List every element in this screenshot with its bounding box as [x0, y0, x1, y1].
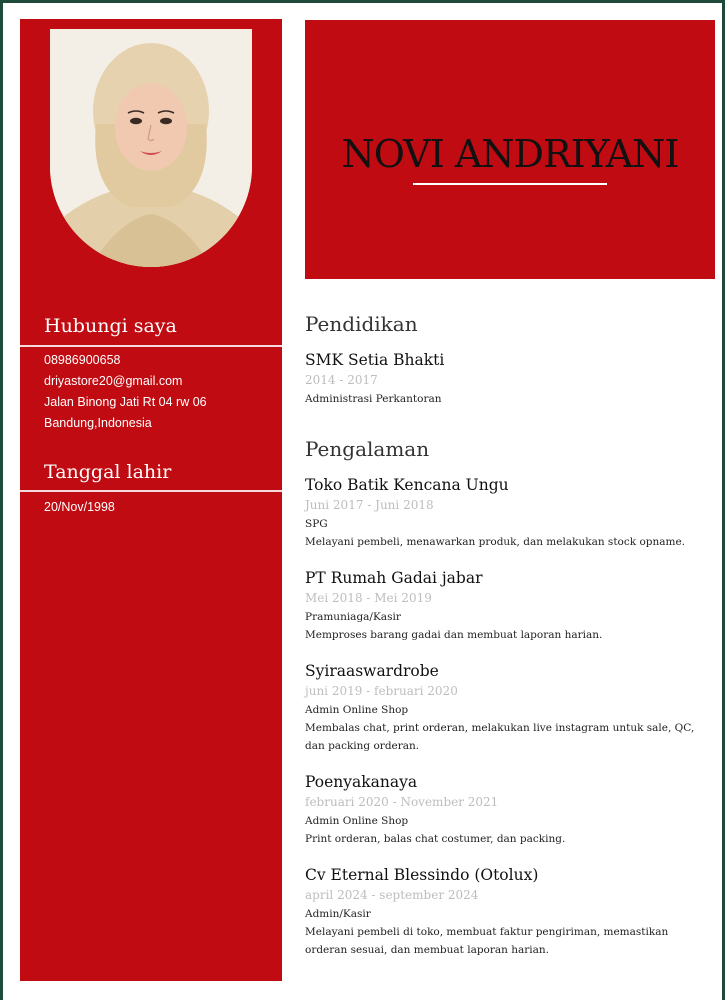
name-underline	[413, 183, 607, 185]
experience-date: juni 2019 - februari 2020	[305, 684, 458, 698]
experience-description: dan packing orderan.	[305, 740, 420, 752]
contact-divider	[20, 345, 282, 347]
experience-company: PT Rumah Gadai jabar	[305, 569, 483, 587]
contact-address-line2: Bandung,Indonesia	[44, 416, 152, 430]
experience-role: Pramuniaga/Kasir	[305, 611, 401, 623]
experience-date: april 2024 - september 2024	[305, 888, 479, 902]
experience-date: Juni 2017 - Juni 2018	[305, 498, 434, 512]
birthdate-heading: Tanggal lahir	[44, 461, 172, 483]
experience-entry	[305, 772, 705, 848]
experience-role: Admin/Kasir	[305, 908, 371, 920]
education-date: 2014 - 2017	[305, 373, 378, 387]
experience-description: Memproses barang gadai dan membuat laporan harian.	[305, 629, 603, 641]
experience-entry	[305, 865, 705, 959]
experience-heading: Pengalaman	[305, 437, 430, 461]
experience-company: Poenyakanaya	[305, 773, 418, 791]
experience-entry	[305, 475, 705, 551]
experience-company: Syiraaswardrobe	[305, 662, 439, 680]
experience-description: Melayani pembeli, menawarkan produk, dan melakukan stock opname.	[305, 536, 686, 548]
contact-email: driyastore20@gmail.com	[44, 374, 183, 388]
contact-heading: Hubungi saya	[44, 315, 177, 337]
contact-phone: 08986900658	[44, 353, 121, 367]
education-entry	[305, 350, 705, 408]
experience-description: orderan sesuai, dan membuat laporan harian.	[305, 944, 550, 956]
experience-date: Mei 2018 - Mei 2019	[305, 591, 432, 605]
experience-role: Admin Online Shop	[305, 815, 409, 827]
experience-description: Melayani pembeli di toko, membuat faktur pengiriman, memastikan	[305, 926, 669, 938]
education-school: SMK Setia Bhakti	[305, 351, 445, 369]
experience-company: Toko Batik Kencana Ungu	[305, 476, 509, 494]
education-heading: Pendidikan	[305, 312, 418, 336]
experience-description: Membalas chat, print orderan, melakukan live instagram untuk sale, QC,	[305, 722, 695, 734]
name-banner	[305, 20, 715, 279]
experience-entry	[305, 568, 705, 644]
experience-role: Admin Online Shop	[305, 704, 409, 716]
page-border-top	[0, 0, 725, 3]
experience-company: Cv Eternal Blessindo (Otolux)	[305, 866, 539, 884]
experience-entry	[305, 661, 705, 755]
birthdate-value: 20/Nov/1998	[44, 500, 115, 514]
main-content	[305, 312, 705, 976]
profile-photo	[50, 29, 252, 267]
education-major: Administrasi Perkantoran	[305, 393, 442, 405]
full-name: NOVI ANDRIYANI	[341, 132, 679, 176]
experience-date: februari 2020 - November 2021	[305, 795, 499, 809]
page-border-left	[0, 0, 3, 1000]
sidebar	[20, 19, 282, 981]
experience-description: Print orderan, balas chat costumer, dan packing.	[305, 833, 566, 845]
birthdate-divider	[20, 490, 282, 492]
experience-role: SPG	[305, 518, 328, 530]
contact-address-line1: Jalan Binong Jati Rt 04 rw 06	[44, 395, 207, 409]
